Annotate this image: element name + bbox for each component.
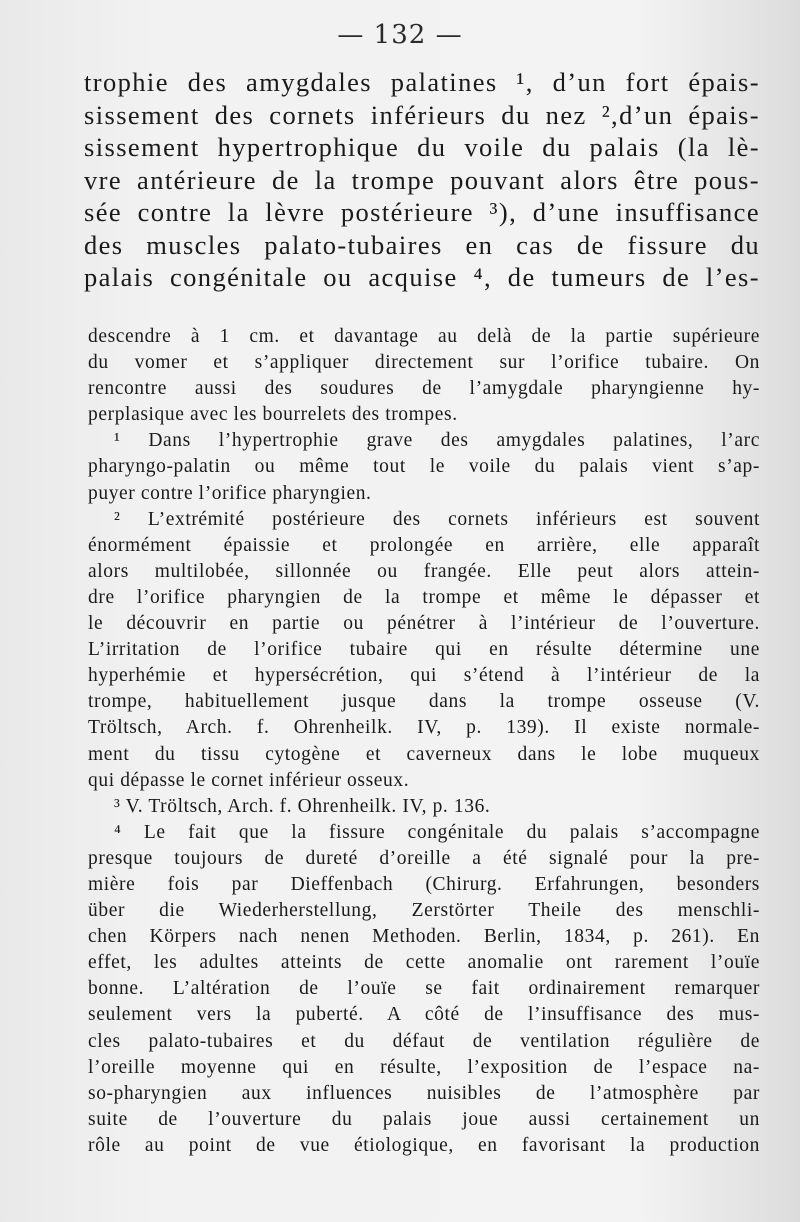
footnote-line: effet, les adultes atteints de cette anomalie ont rarement l’ouïe [88, 952, 760, 974]
footnote-line: chen Körpers nach nenen Methoden. Berlin, 1834, p. 261). En [88, 926, 760, 948]
main-line: sissement hypertrophique du voile du palais (la lè- [84, 132, 760, 162]
footnote-3-line: ³ V. Tröltsch, Arch. f. Ohrenheilk. IV, p. 136. [114, 795, 491, 817]
page-number: — 132 — [337, 20, 463, 50]
footnote-line: rôle au point de vue étiologique, en favorisant la production [88, 1134, 760, 1156]
footnote-line: puyer contre l’orifice pharyngien. [88, 482, 372, 504]
main-line: sissement des cornets inférieurs du nez ²,d’un épais- [84, 99, 760, 130]
footnote-line: bonne. L’altération de l’ouïe se fait ordinairement remarquer [88, 978, 760, 1000]
main-line: trophie des amygdales palatines ¹, d’un fort épais- [84, 67, 760, 97]
footnote-1-line: ¹ Dans l’hypertrophie grave des amygdales palatines, l’arc [114, 430, 760, 452]
footnote-line: mière fois par Dieffenbach (Chirurg. Erfahrungen, besonders [88, 873, 760, 895]
footnote-line: pharyngo-palatin ou même tout le voile du palais vient s’ap- [88, 456, 760, 478]
footnote-line: seulement vers la puberté. A côté de l’insuffisance des mus- [88, 1004, 760, 1026]
footnote-line: hyperhémie et hypersécrétion, qui s’étend à l’intérieur de la [88, 665, 760, 687]
footnote-line: descendre à 1 cm. et davantage au delà de la partie supérieure [88, 326, 760, 347]
main-line: sée contre la lèvre postérieure ³), d’une insuffisance [84, 197, 760, 227]
main-line: palais congénitale ou acquise ⁴, de tumeurs de l’es- [84, 262, 760, 292]
footnote-line: du vomer et s’appliquer directement sur l’orifice tubaire. On [88, 352, 760, 374]
footnote-line: über die Wiederherstellung, Zerstörter Theile des menschli- [88, 900, 760, 922]
footnote-line: le découvrir en partie ou pénétrer à l’intérieur de l’ouverture. [88, 613, 760, 635]
footnote-line: so-pharyngien aux influences nuisibles de l’atmosphère par [88, 1082, 760, 1104]
footnote-line: ment du tissu cytogène et caverneux dans le lobe muqueux [88, 743, 760, 765]
footnote-line: Tröltsch, Arch. f. Ohrenheilk. IV, p. 139). Il existe normale- [88, 717, 760, 739]
footnote-line: presque toujours de dureté d’oreille a été signalé pour la pre- [88, 847, 760, 869]
footnote-2-line: ² L’extrémité postérieure des cornets inférieurs est souvent [114, 508, 760, 530]
footnote-line: l’oreille moyenne qui en résulte, l’exposition de l’espace na- [88, 1056, 760, 1078]
footnote-line: L’irritation de l’orifice tubaire qui en résulte détermine une [88, 639, 760, 661]
main-line: des muscles palato-tubaires en cas de fissure du [84, 229, 760, 260]
footnotes [88, 324, 760, 1159]
main-text [84, 66, 760, 294]
footnote-line: alors multilobée, sillonnée ou frangée. Elle peut alors attein- [88, 560, 760, 582]
footnote-line: rencontre aussi des soudures de l’amygdale pharyngienne hy- [88, 378, 760, 400]
footnote-4-line: ⁴ Le fait que la fissure congénitale du palais s’accompagne [114, 821, 760, 843]
footnote-line: cles palato-tubaires et du défaut de ventilation régulière de [88, 1030, 760, 1052]
footnote-line: qui dépasse le cornet inférieur osseux. [88, 769, 410, 791]
footnote-line: trompe, habituellement jusque dans la trompe osseuse (V. [88, 691, 760, 713]
main-line: vre antérieure de la trompe pouvant alors être pous- [84, 164, 760, 195]
footnote-line: suite de l’ouverture du palais joue aussi certainement un [88, 1108, 760, 1130]
footnote-line: dre l’orifice pharyngien de la trompe et même le dépasser et [88, 586, 760, 608]
footnote-line: énormément épaissie et prolongée en arrière, elle apparaît [88, 534, 760, 556]
footnote-line: perplasique avec les bourrelets des trompes. [88, 404, 458, 426]
